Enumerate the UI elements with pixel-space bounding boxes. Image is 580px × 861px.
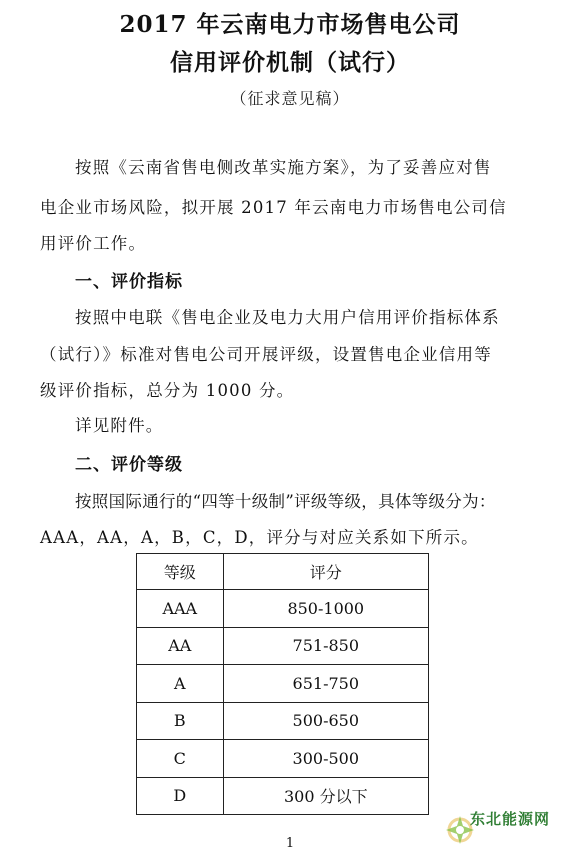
score-cell: 751-850: [223, 627, 428, 665]
score-cell: 300-500: [223, 740, 428, 778]
score-cell: 850-1000: [223, 590, 428, 628]
section2-line-1: 按照国际通行的“四等十级制”评级等级，具体等级分为：: [75, 492, 496, 511]
grade-cell: AA: [137, 627, 224, 665]
doc-title-line2: 信用评价机制（试行）: [170, 49, 410, 76]
see-attachment: 详见附件。: [75, 416, 164, 435]
grade-cell: C: [137, 740, 224, 778]
score-cell: 300 分以下: [223, 777, 428, 815]
table-row: [137, 740, 429, 778]
score-cell: 651-750: [223, 665, 428, 703]
section1-heading: 一、评价指标: [75, 272, 183, 292]
section2-heading: 二、评价等级: [75, 455, 183, 475]
table-header-score: 评分: [223, 554, 428, 590]
table-row: [137, 777, 429, 815]
grade-cell: D: [137, 777, 224, 815]
section1-line-3: 级评价指标，总分为 1000 分。: [40, 381, 295, 400]
intro-line-3: 用评价工作。: [40, 234, 147, 253]
doc-title-line1: 2017 年云南电力市场售电公司: [119, 11, 461, 38]
grade-cell: A: [137, 665, 224, 703]
doc-subtitle: （征求意见稿）: [230, 89, 350, 108]
table-header-grade: 等级: [137, 554, 224, 590]
table-row: [137, 627, 429, 665]
grade-cell: B: [137, 702, 224, 740]
section1-line-1: 按照中电联《售电企业及电力大用户信用评价指标体系: [75, 308, 500, 327]
table-row: [137, 590, 429, 628]
section2-line-2: AAA，AA，A，B，C，D，评分与对应关系如下所示。: [40, 528, 479, 547]
section1-line-2: （试行）》标准对售电公司开展评级，设置售电企业信用等: [40, 345, 492, 364]
table-header-row: [137, 554, 429, 590]
table-row: [137, 702, 429, 740]
page-number: 1: [285, 836, 295, 851]
table-row: [137, 665, 429, 703]
grade-table: [136, 553, 429, 815]
watermark-brand: 东北能源网: [470, 810, 551, 828]
intro-line-1: 按照《云南省售电侧改革实施方案》，为了妥善应对售: [75, 158, 492, 177]
intro-line-2: 电企业市场风险，拟开展 2017 年云南电力市场售电公司信: [40, 198, 507, 217]
grade-cell: AAA: [137, 590, 224, 628]
score-cell: 500-650: [223, 702, 428, 740]
